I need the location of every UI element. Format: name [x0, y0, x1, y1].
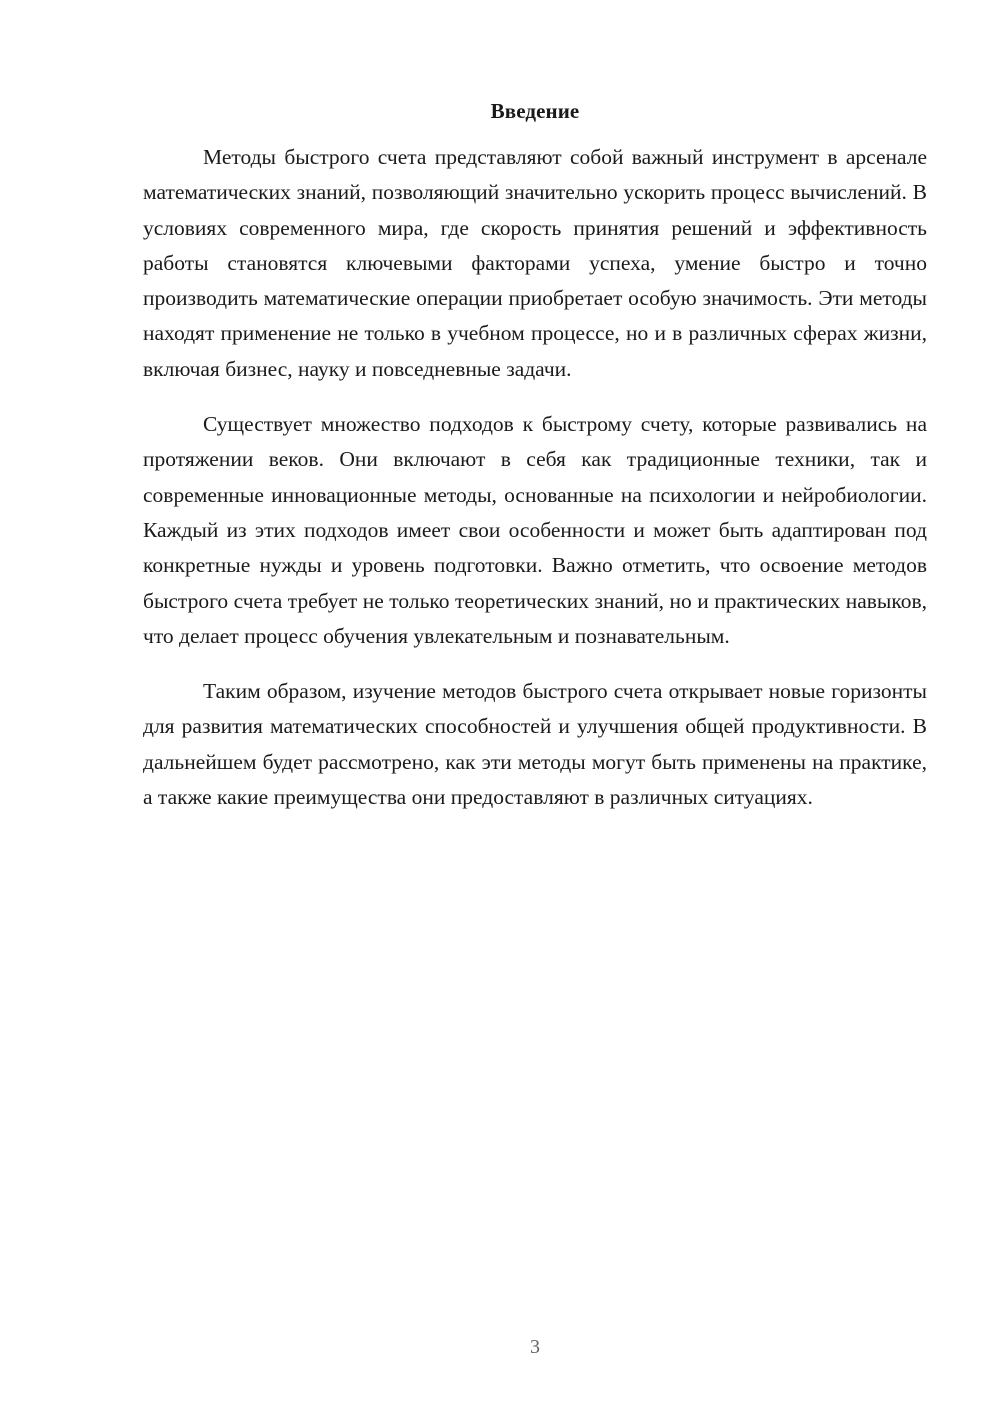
page-number: 3	[530, 1336, 540, 1358]
page-content	[143, 96, 927, 835]
paragraph-3: Таким образом, изучение методов быстрого счета открывает новые горизонты для развития математических способностей и улучшения общей продуктивности. В дальнейшем будет рассмотрено, как эти методы могут быть применены на практике, а также какие преимущества они предоставляют в различных ситуациях.	[143, 679, 927, 810]
paragraph-1: Методы быстрого счета представляют собой важный инструмент в арсенале математических знаний, позволяющий значительно ускорить процесс вычислений. В условиях современного мира, где скорость принятия решений и эффективность работы становятся ключевыми факторами успеха, умение быстро и точно производить математические операции приобретает особую значимость. Эти методы находят применение не только в учебном процессе, но и в различных сферах жизни, включая бизнес, науку и повседневные задачи.	[143, 145, 927, 381]
paragraph-2: Существует множество подходов к быстрому счету, которые развивались на протяжении веков. Они включают в себя как традиционные техники, так и современные инновационные методы, основанные на психологии и нейробиологии. Каждый из этих подходов имеет свои особенности и может быть адаптирован под конкретные нужды и уровень подготовки. Важно отметить, что освоение методов быстрого счета требует не только теоретических знаний, но и практических навыков, что делает процесс обучения увлекательным и познавательным.	[143, 412, 927, 648]
section-title: Введение	[490, 99, 580, 123]
